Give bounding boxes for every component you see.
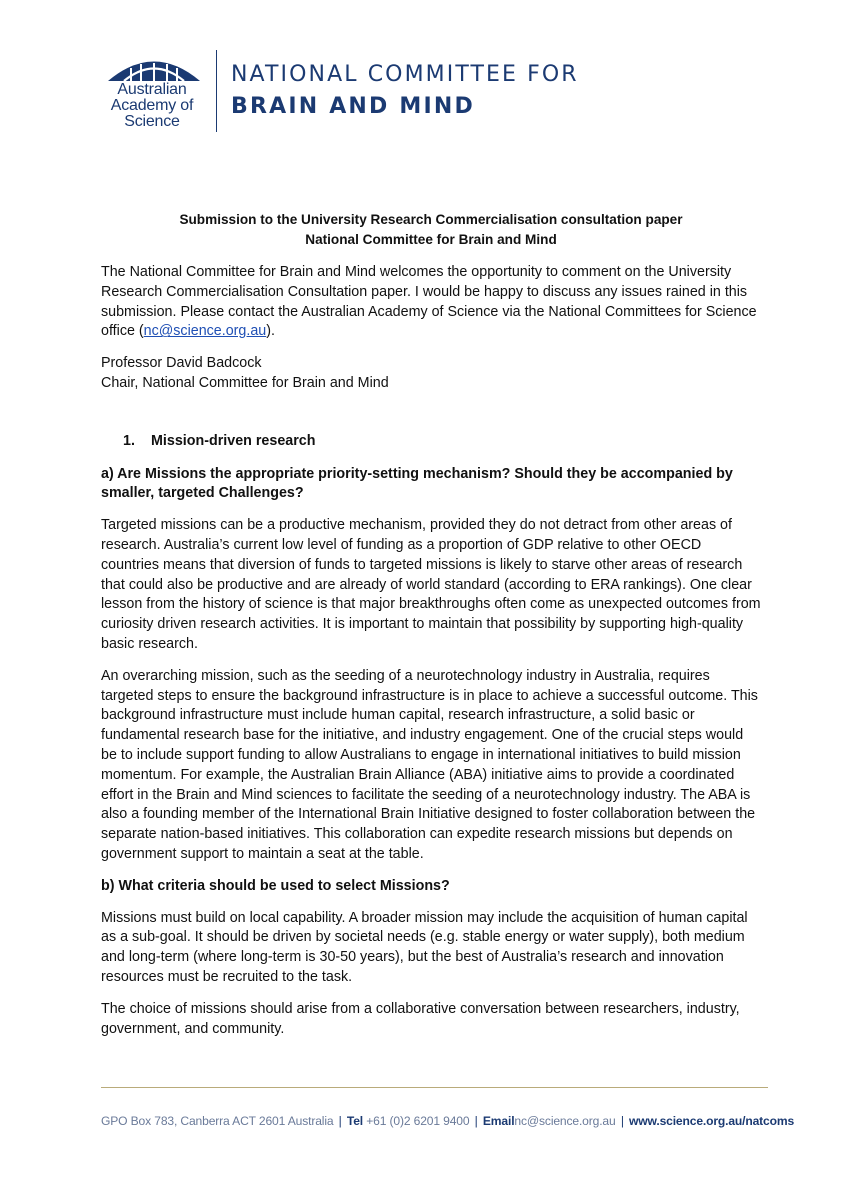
footer-website[interactable]: www.science.org.au/natcoms xyxy=(629,1114,795,1128)
academy-logo xyxy=(100,46,215,136)
body-paragraph: An overarching mission, such as the seeding of a neurotechnology industry in Australia, requires targeted steps to ensure the background infrastructure is in place to achieve a successful outcome. This background infrastructure must include human capital, research infrastructure, a solid basic or fundamental research base for the initiative, and industry engagement. One of the crucial steps would be to include support funding to allow Australians to engage in international initiatives to build mission momentum. For example, the Australian Brain Alliance (ABA) initiative aims to provide a coordinated effort in the Brain and Mind sciences to facilitate the seeding of a neurotechnology industry. The ABA is also a founding member of the International Brain Initiative designed to foster collaboration between the separate nation-based initiatives. This collaboration can expedite research missions but depends on government support to maintain a seat at the table. xyxy=(101,667,758,862)
footer-address: GPO Box 783, Canberra ACT 2601 Australia xyxy=(101,1114,334,1128)
title-line: Submission to the University Research Commercialisation consultation paper xyxy=(179,212,683,227)
body-paragraph: Targeted missions can be a productive mechanism, provided they do not detract from other areas of research. Australia’s current low level of funding as a proportion of GDP relative to other OECD countries means that diversion of funds to targeted missions is likely to starve other areas of research that could also be productive and are already of world standard (according to ERA rankings). One clear lesson from the history of science is that major breakthroughs often come as unexpected outcomes from curiosity driven research activities. It is important to maintain that possibility by supporting high-quality basic research. xyxy=(101,517,761,652)
footer-separator: | xyxy=(338,1114,342,1128)
section-title: Mission-driven research xyxy=(151,432,316,449)
footer-email-label: Email xyxy=(482,1114,515,1128)
document-title xyxy=(101,210,761,249)
committee-name-line1: NATIONAL COMMITTEE FOR xyxy=(231,62,579,87)
document-body xyxy=(101,210,761,1051)
committee-name-line2: BRAIN AND MIND xyxy=(231,94,475,119)
intro-text-end: ). xyxy=(266,323,275,340)
question-heading-b: b) What criteria should be used to select Missions? xyxy=(101,877,450,894)
intro-text: The National Committee for Brain and Mind welcomes the opportunity to comment on the University Research Commercialisation Consultation paper. I would be happy to discuss any issues rained in this submission. Please contact the Australian Academy of Science via the National Committees for Science office ( xyxy=(101,264,757,340)
header-divider xyxy=(216,50,217,132)
section-heading xyxy=(101,432,761,452)
dome-arch-icon xyxy=(104,48,204,82)
logo-line: Science xyxy=(124,113,180,130)
section-number: 1. xyxy=(123,432,135,449)
signatory-role: Chair, National Committee for Brain and Mind xyxy=(101,374,389,391)
logo-line: Academy of xyxy=(110,97,194,114)
question-heading-a: a) Are Missions the appropriate priority-setting mechanism? Should they be accompanied by smaller, targeted Challenges? xyxy=(101,465,733,502)
footer-email[interactable]: nc@science.org.au xyxy=(514,1114,616,1128)
email-link[interactable]: nc@science.org.au xyxy=(143,323,267,340)
logo-wordmark xyxy=(100,82,204,130)
footer-tel: +61 (0)2 6201 9400 xyxy=(366,1114,470,1128)
subtitle-line: National Committee for Brain and Mind xyxy=(305,231,557,247)
footer-rule xyxy=(101,1087,768,1088)
letterhead xyxy=(100,46,700,136)
footer-contact xyxy=(101,1114,795,1128)
signatory-name: Professor David Badcock xyxy=(101,355,262,372)
body-paragraph: The choice of missions should arise from a collaborative conversation between researchers, industry, government, and community. xyxy=(101,1000,740,1037)
logo-line: Australian xyxy=(117,81,187,98)
intro-paragraph xyxy=(101,263,761,342)
footer-separator: | xyxy=(474,1114,478,1128)
body-paragraph: Missions must build on local capability. A broader mission may include the acquisition of human capital as a sub-goal. It should be driven by societal needs (e.g. stable energy or water supply), both medium and long-term (where long-term is 30-50 years), but the best of Australia’s research and innovation resources must be recruited to the task. xyxy=(101,909,748,985)
footer-tel-label: Tel xyxy=(346,1114,364,1128)
footer-separator: | xyxy=(620,1114,624,1128)
signature-block xyxy=(101,354,761,394)
